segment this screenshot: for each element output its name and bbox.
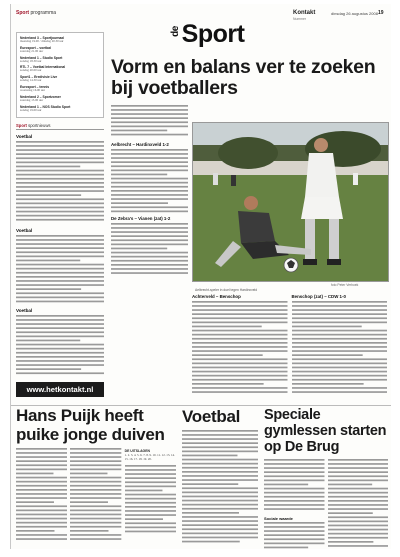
story-subhead: Sociale waarde (264, 516, 293, 521)
text-texture (111, 148, 188, 214)
story-body (264, 521, 325, 549)
text-texture (292, 300, 388, 395)
text-texture (111, 222, 188, 276)
brief-body (16, 314, 104, 376)
brand-de: de (169, 26, 181, 37)
article-column (111, 104, 188, 276)
programme-time: maandag 19.00 / dinsdag 20.30 uur (20, 39, 64, 43)
lower-subhead: Achterveld – Benschop (192, 294, 241, 299)
programme-title: RTL 7 – Voetbal International (20, 65, 66, 70)
programme-entry (20, 105, 100, 113)
programme-time: zaterdag 13.00 uur (20, 97, 44, 102)
story-body (125, 464, 176, 534)
programme-title: Nederland 1 – Studio Sport (20, 55, 63, 60)
text-texture (70, 447, 121, 543)
article-lead (111, 104, 188, 140)
main-headline: Vorm en balans ver te zoeken bij voetballers (111, 56, 376, 99)
lower-body (292, 300, 388, 395)
programme-entry (20, 65, 100, 73)
photo-credit: foto Peter Verhoek (331, 283, 359, 287)
text-texture (16, 447, 67, 543)
story-body (70, 447, 121, 543)
story-column (264, 458, 325, 549)
brief-body (16, 234, 104, 304)
story-headline: Hans Puijk heeft puike jonge duiven (16, 406, 165, 444)
left-column (16, 32, 104, 397)
lower-column (192, 294, 288, 395)
programme-time: woensdag 16.00 uur (20, 87, 46, 92)
brief-body (16, 140, 104, 224)
programme-entry (20, 56, 100, 64)
programme-time: zondag 14.30 uur (20, 78, 42, 83)
text-texture (125, 464, 176, 534)
brand-sport: Sport (181, 20, 245, 48)
programme-time: zaterdag 21.00 uur (20, 48, 44, 53)
programme-entry (20, 75, 100, 83)
news-briefs (16, 134, 104, 376)
website-url[interactable]: www.hetkontakt.nl (16, 382, 104, 397)
programme-title: Nederland 1 – NOS Studio Sport (20, 104, 71, 109)
brief-heading: Voetbal (16, 228, 33, 234)
lower-column (292, 294, 388, 395)
programme-box (16, 32, 104, 118)
page-number: 19 (378, 10, 384, 16)
text-texture (182, 429, 258, 547)
programme-entry (20, 85, 100, 93)
article-subhead: De Zebra's – Vianen (zat) 1-2 (111, 216, 171, 221)
results-heading: DE UITSLAGEN (124, 449, 150, 453)
newspaper-page (10, 4, 391, 549)
text-texture (111, 104, 188, 140)
story-gymlessen (264, 407, 388, 549)
section-name: Sport (16, 10, 30, 16)
match-photo-image (193, 123, 388, 281)
programme-time: zondag 19.00 uur (20, 107, 42, 112)
sub-section-sub: sportnieuws (28, 123, 51, 129)
programme-entry (20, 36, 100, 44)
sub-section-label (16, 123, 104, 130)
programme-time: zondag 20.00 uur (20, 68, 42, 73)
programme-title: Eurosport – tennis (20, 84, 50, 89)
article-subhead: Aelbrecht – Hardinxveld 1-2 (111, 142, 169, 147)
text-texture (16, 140, 104, 224)
results-list (125, 450, 176, 462)
results-values: 1. 2. 3. 4. 5. 6. 7. 8. 9. 10. 11. 12. 13. 14. 15. 16. 17. 18. 19. 20. (124, 452, 175, 461)
story-body (328, 458, 389, 549)
story-body-columns (264, 458, 388, 549)
brief-heading: Voetbal (16, 134, 33, 140)
masthead-kontakt-sub: Nummer (293, 17, 306, 21)
text-texture (328, 458, 389, 549)
story-body (182, 429, 258, 547)
programme-title: Nederland 2 – Sportzomer (20, 94, 61, 99)
article-body (111, 148, 188, 214)
story-puijk (16, 407, 176, 543)
programme-title: Eurosport – voetbal (20, 45, 51, 50)
section-sub: programma (30, 10, 57, 16)
lower-article-columns (192, 294, 387, 395)
article-body (111, 222, 188, 276)
issue-date: dinsdag 26 augustus 2008 (331, 11, 378, 16)
text-texture (16, 234, 104, 304)
lower-subhead: Benschop (zat) – CDW 1-0 (291, 294, 346, 299)
text-texture (264, 521, 325, 549)
programme-title: Nederland 3 – Sportjournaal (20, 36, 64, 40)
story-body (16, 447, 67, 543)
programme-entry (20, 95, 100, 103)
story-body-columns (16, 447, 176, 543)
masthead-kontakt: Kontakt (293, 10, 316, 16)
photo-caption: Aelbrecht-speler in duel tegen Hardinxveld (195, 288, 258, 292)
story-results-column (125, 447, 176, 543)
sub-section-name: Sport (16, 123, 27, 129)
programme-time: zondag 18.30 uur (20, 58, 42, 63)
story-headline: Voetbal (182, 407, 241, 426)
story-body (264, 458, 325, 514)
programme-title: Sport1 – Eredivisie Live (20, 75, 58, 80)
story-headline: Speciale gymlessen starten op De Brug (264, 407, 387, 455)
programme-entry (20, 46, 100, 54)
match-photo (192, 122, 389, 282)
text-texture (16, 314, 104, 376)
section-label (16, 10, 56, 16)
lower-body (192, 300, 288, 395)
text-texture (192, 300, 288, 395)
text-texture (264, 458, 325, 514)
story-voetbal (182, 407, 258, 547)
brief-heading: Voetbal (16, 308, 33, 314)
section-brand (170, 20, 244, 49)
